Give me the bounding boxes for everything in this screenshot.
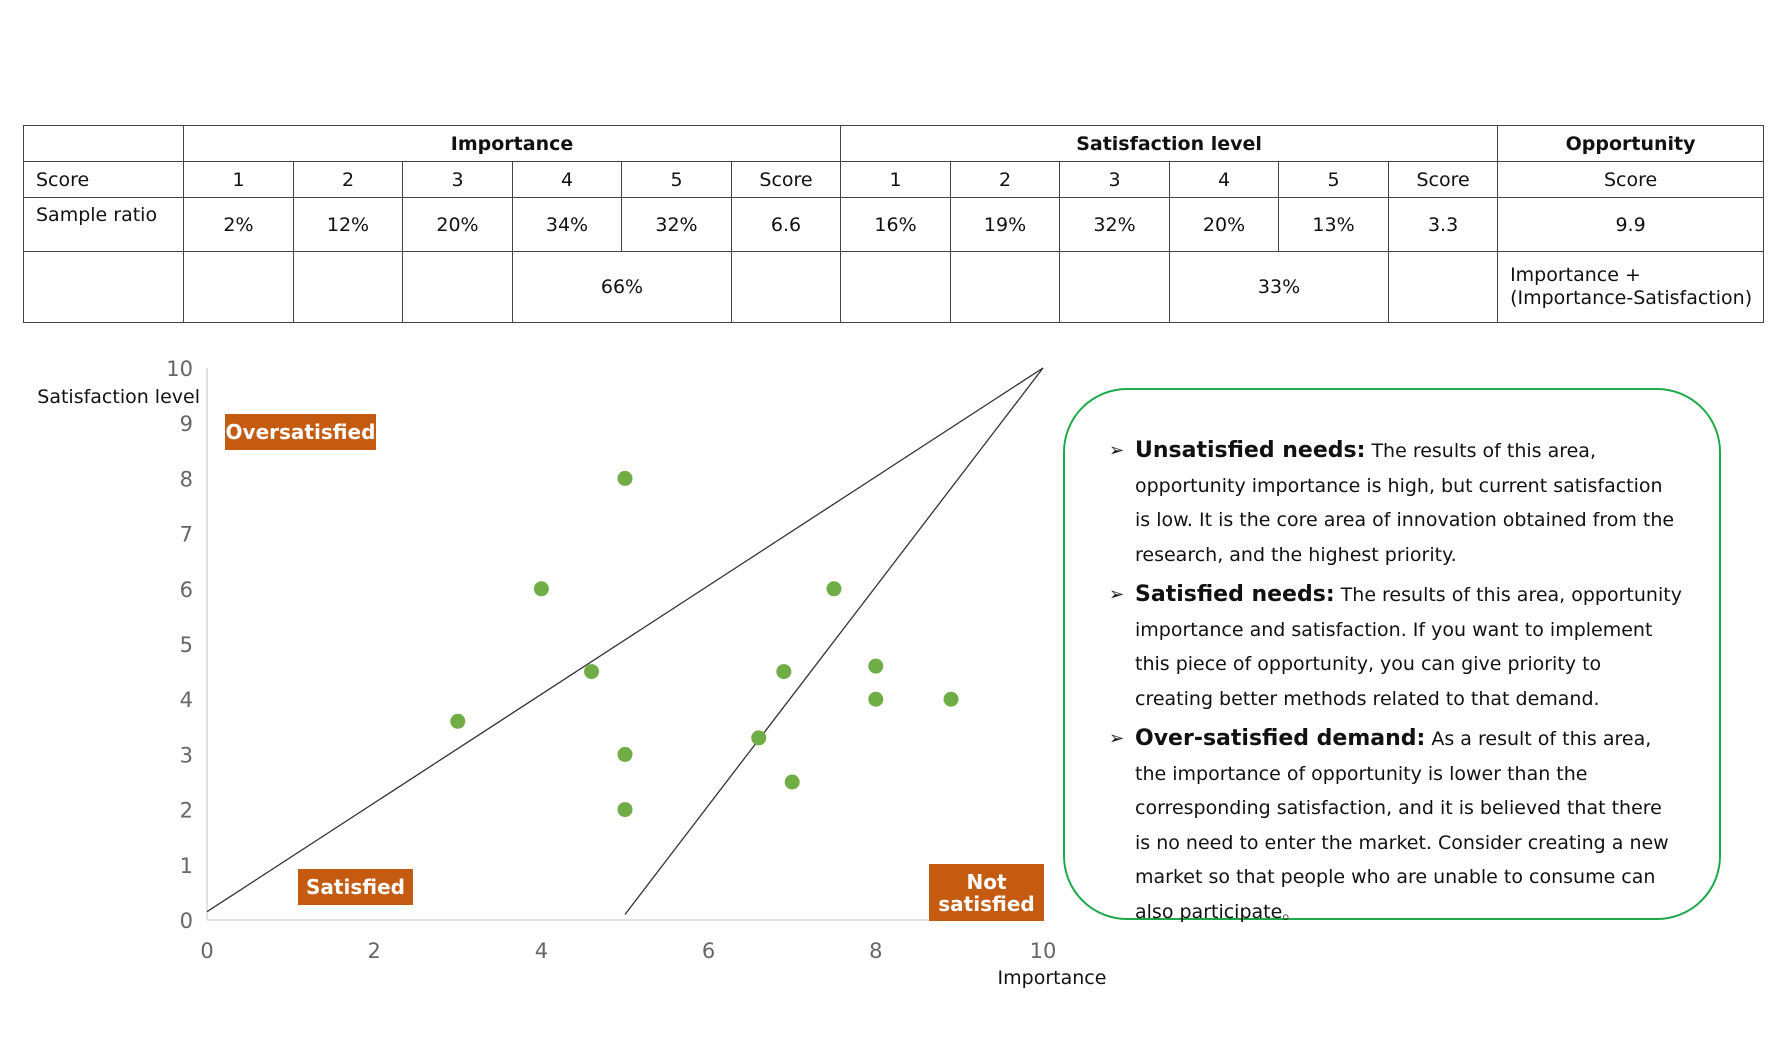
table-cell: 4 [1170,162,1279,198]
formula-line-1: Importance + [1510,264,1641,286]
y-tick-label: 2 [179,798,193,823]
data-point [868,659,883,674]
y-tick-label: 5 [179,633,193,657]
note-satisfied-needs [1109,578,1683,716]
y-tick-label: 1 [179,853,193,878]
y-tick-label: 7 [179,522,193,547]
table-cell: 34% [513,198,622,252]
table-cell [841,252,951,323]
oversatisfied-label: Oversatisfied [225,414,376,450]
score-row-label: Score [24,162,184,198]
table-cell [732,252,841,323]
table-cell: 2% [184,198,294,252]
table-cell [951,252,1060,323]
table-cell [403,252,513,323]
table-cell: Score [1498,162,1764,198]
y-tick-label: 10 [166,357,193,381]
table-cell: 13% [1279,198,1389,252]
x-tick-label: 8 [869,939,883,963]
data-point [944,692,959,707]
y-axis-title: Satisfaction level [37,386,200,408]
data-point [534,581,549,596]
table-cell: 5 [622,162,732,198]
table-cell: 20% [1170,198,1279,252]
arrow-bullet-icon: ➢ [1109,440,1125,461]
data-point [776,664,791,679]
formula-line-2: (Importance-Satisfaction) [1510,287,1753,309]
table-header-row [24,126,1764,162]
table-cell: Score [732,162,841,198]
note-heading: Unsatisfied needs: [1135,438,1366,463]
x-axis-ticks [200,939,1056,963]
y-tick-label: 4 [179,688,193,713]
table-cell [184,252,294,323]
table-cell: 20% [403,198,513,252]
score-row [24,162,1764,198]
opportunity-formula-cell [1498,252,1764,323]
arrow-bullet-icon: ➢ [1109,584,1125,605]
note-text: As a result of this area, the importance of opportunity is lower than the corresponding satisfaction, and it is believed that there is no need to enter the market. Consider creating a new market so that people who are unable to consume can also participate。 [1135,728,1669,923]
table-cell: Score [1389,162,1498,198]
note-heading: Satisfied needs: [1135,582,1335,607]
y-axis-ticks [166,357,193,933]
data-point [584,664,599,679]
not-satisfied-label-line-1: Not [966,869,1007,894]
opportunity-score-cell: 9.9 [1498,198,1764,252]
x-tick-label: 2 [367,939,381,963]
table-cell: 1 [841,162,951,198]
importance-top2-cell: 66% [513,252,732,323]
data-points [450,471,958,817]
x-tick-label: 6 [701,939,716,963]
x-axis-title: Importance [997,967,1107,989]
importance-score-cell: 6.6 [732,198,841,252]
boundary-line [625,368,1043,914]
opportunity-scatter-chart [0,340,1107,1000]
table-cell: 3 [403,162,513,198]
table-cell: 5 [1279,162,1389,198]
y-tick-label: 9 [179,412,193,437]
satisfaction-top2-cell: 33% [1170,252,1389,323]
table-cell: 2 [951,162,1060,198]
table-cell [24,252,184,323]
data-point [618,747,633,762]
data-point [868,692,883,707]
table-cell: 32% [622,198,732,252]
table-corner-cell [24,126,184,162]
data-point [751,730,766,745]
satisfaction-header: Satisfaction level [841,126,1498,162]
table-cell: 12% [294,198,403,252]
arrow-bullet-icon: ➢ [1109,728,1125,749]
x-tick-label: 10 [1029,939,1057,963]
satisfaction-score-cell: 3.3 [1389,198,1498,252]
table-cell [1389,252,1498,323]
not-satisfied-label [929,864,1044,921]
data-point [827,581,842,596]
score-table [23,125,1764,323]
not-satisfied-label-line-2: satisfied [938,891,1035,916]
note-text: The results of this area, opportunity importance is high, but current satisfaction is low. It is the core area of innovation obtained from the research, and the highest priority. [1135,440,1675,566]
data-point [785,775,800,790]
y-tick-label: 3 [179,743,193,768]
opportunity-header: Opportunity [1498,126,1764,162]
y-tick-label: 8 [179,467,193,492]
sample-ratio-row [24,198,1764,252]
table-cell: 4 [513,162,622,198]
table-cell: 16% [841,198,951,252]
table-cell: 3 [1060,162,1170,198]
x-tick-label: 4 [534,939,549,963]
satisfied-label: Satisfied [298,869,413,905]
data-point [618,471,633,486]
summary-row [24,252,1764,323]
data-point [618,802,633,817]
note-unsatisfied-needs [1109,434,1683,572]
notes-panel [1063,388,1721,923]
table-cell [294,252,403,323]
note-heading: Over-satisfied demand: [1135,726,1426,751]
sample-ratio-label: Sample ratio [24,198,184,252]
x-tick-label: 0 [200,939,214,963]
y-tick-label: 6 [179,577,193,602]
y-tick-label: 0 [179,909,193,933]
importance-header: Importance [184,126,841,162]
table-cell: 1 [184,162,294,198]
note-text: The results of this area, opportunity importance and satisfaction. If you want to implement this piece of opportunity, you can give priority to creating better methods related to that demand. [1135,584,1682,710]
table-cell [1060,252,1170,323]
table-cell: 19% [951,198,1060,252]
table-cell: 2 [294,162,403,198]
table-cell: 32% [1060,198,1170,252]
note-over-satisfied-demand [1109,722,1683,929]
data-point [450,714,465,729]
